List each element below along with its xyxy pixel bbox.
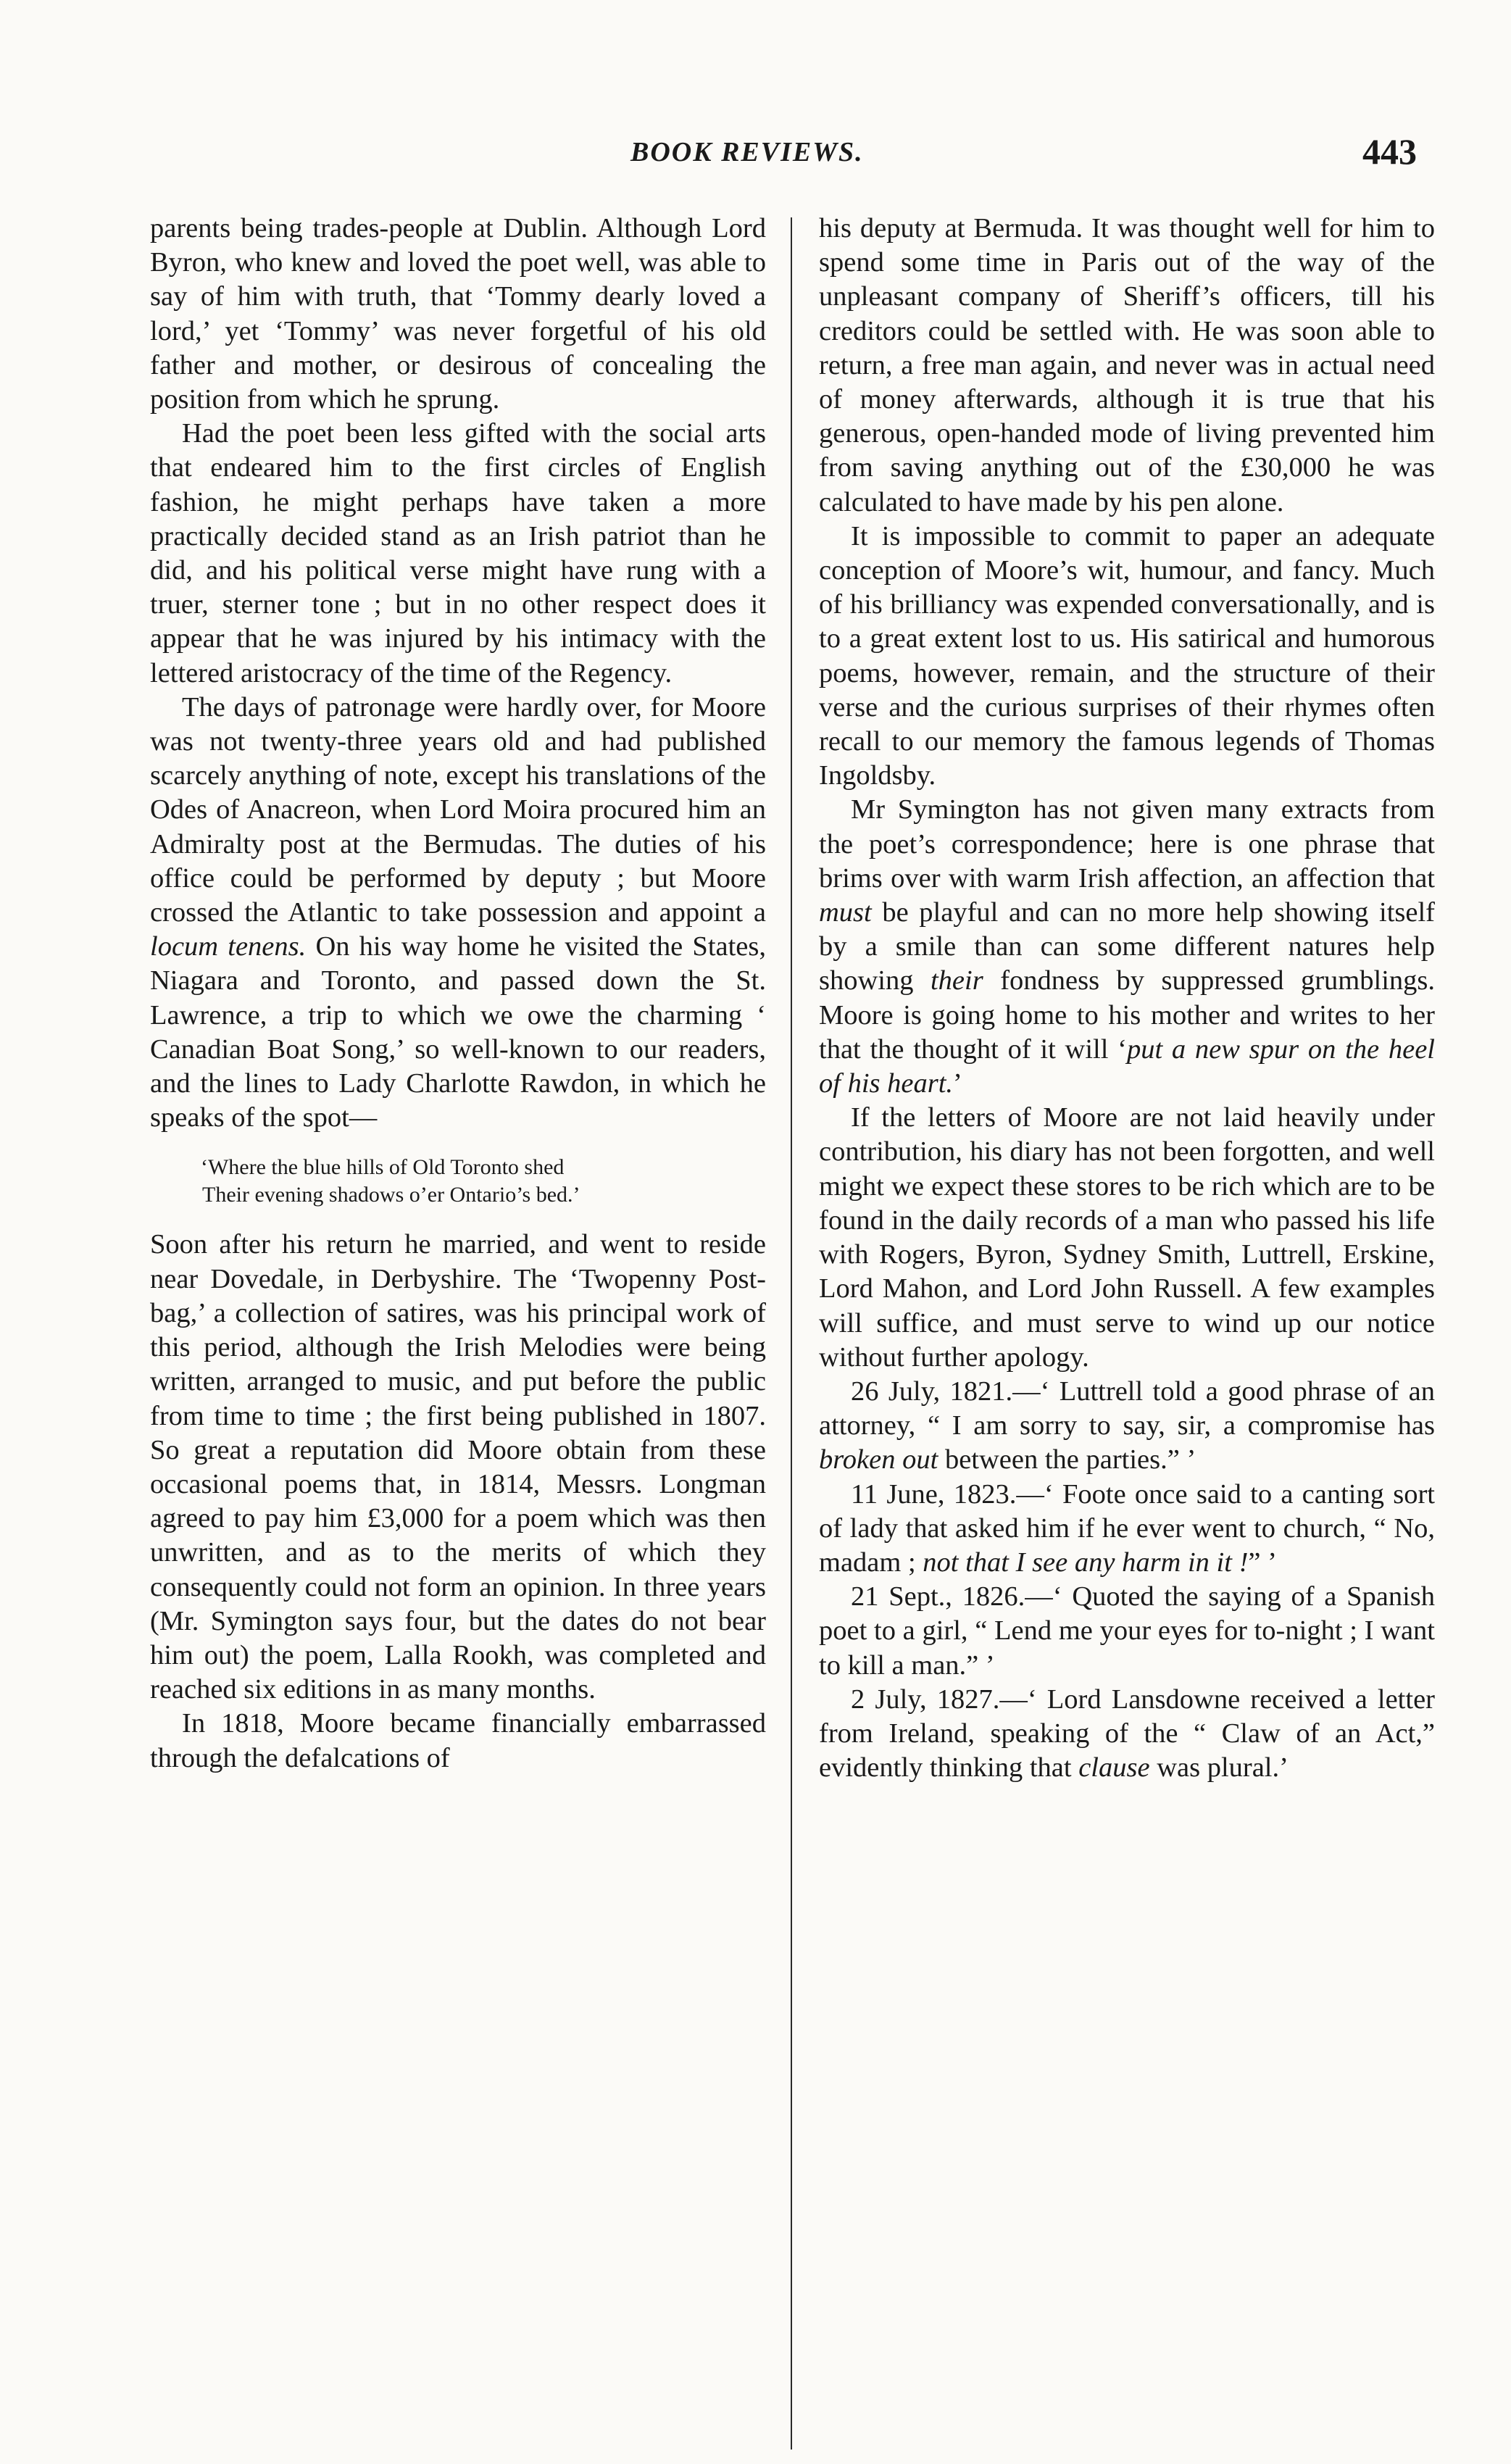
italic-text: not that I see any harm in it !	[923, 1547, 1249, 1578]
text-run: 26 July, 1821.—‘ Luttrell told a good phrase of an attorney, “ I am sorry to say, sir, a compromise has	[819, 1375, 1435, 1441]
text-run: On his way home he visited the States, Niagara and Toronto, and passed down the St. Lawrence, a trip to which we owe the charming ‘ Canadian Boat Song,’ so well-known to our readers, and the lines to Lady Charlotte Rawdon, in which he speaks of the spot—	[150, 931, 767, 1133]
text-run: The days of patronage were hardly over, for Moore was not twenty-three years old and had published scarcely anything of note, except his translations of the Odes of Anacreon, when Lord Moira procured him an Admiralty post at the Bermudas. The duties of his office could be performed by deputy ; but Moore crossed the Atlantic to take possession and appoint a	[150, 691, 766, 928]
poem-line: Their evening shadows o’er Ontario’s bed.’	[202, 1183, 580, 1207]
paragraph: In 1818, Moore became financially embarrassed through the defalcations of	[150, 1708, 766, 1773]
text-run: be playful and can no more help showing itself by a smile than can some different natures help showing	[819, 897, 1435, 996]
poem-quote	[201, 1154, 766, 1209]
text-run: was plural.’	[1149, 1752, 1289, 1784]
poem-line: ‘Where the blue hills of Old Toronto shed	[201, 1155, 565, 1180]
page-number: 443	[1362, 131, 1417, 172]
diary-entry	[819, 1375, 1435, 1478]
paragraph: If the letters of Moore are not laid heavily under contribution, his diary has not been forgotten, and well might we expect these stores to be rich which are to be found in the daily records of a man who passed his life with Rogers, Byron, Sydney Smith, Luttrell, Erskine, Lord Mahon, and Lord John Russell. A few examples will suffice, and must serve to wind up our notice without further apology.	[819, 1102, 1435, 1373]
italic-text: locum tenens.	[150, 931, 307, 962]
left-column	[150, 212, 766, 1776]
italic-text: their	[930, 965, 983, 996]
text-run: 11 June, 1823.—‘ Foote once said to a canting sort of lady that asked him if he ever went to church, “ No, madam ;	[819, 1478, 1435, 1578]
paragraph: his deputy at Bermuda. It was thought well for him to spend some time in Paris out of the way of the unpleasant company of Sheriff’s officers, till his creditors could be settled with. He was soon able to return, a free man again, and never was in actual need of money afterwards, although it is true that his generous, open-handed mode of living prevented him from saving anything out of the £30,000 he was calculated to have made by his pen alone.	[819, 213, 1435, 517]
diary-entry: 21 Sept., 1826.—‘ Quoted the saying of a Spanish poet to a girl, “ Lend me your eyes for to-night ; I want to kill a man.” ’	[819, 1581, 1435, 1681]
paragraph	[819, 793, 1435, 1101]
paragraph: parents being trades-people at Dublin. Although Lord Byron, who knew and loved the poet well, was able to say of him with truth, that ‘Tommy dearly loved a lord,’ yet ‘Tommy’ was never forgetful of his old father and mother, or desirous of concealing the position from which he sprung.	[150, 213, 766, 415]
text-run: 2 July, 1827.—‘ Lord Lansdowne received a letter from Ireland, speaking of the “ Claw of an Act,” evidently thinking that	[819, 1683, 1435, 1784]
text-run: fondness by suppressed grumblings. Moore is going home to his mother and writes to her that the thought of it will ‘	[819, 965, 1436, 1065]
text-run: between the parties.” ’	[938, 1444, 1196, 1476]
diary-entry	[819, 1478, 1435, 1581]
italic-text: clause	[1078, 1752, 1150, 1784]
column-divider	[791, 217, 792, 2450]
paragraph: It is impossible to commit to paper an adequate conception of Moore’s wit, humour, and fancy. Much of his brilliancy was expended conversationally, and is to a great extent lost to us. His satirical and humorous poems, however, remain, and the structure of their verse and the curious surprises of their rhymes often recall to our memory the famous legends of Thomas Ingoldsby.	[819, 520, 1435, 791]
text-run: Mr Symington has not given many extracts from the poet’s correspondence; here is one phrase that brims over with warm Irish affection, an affection that	[819, 794, 1435, 894]
text-run: ’	[953, 1068, 962, 1099]
italic-text: broken out	[819, 1444, 938, 1476]
page-header	[0, 123, 1511, 188]
diary-entry	[819, 1683, 1435, 1786]
text-run: ” ’	[1248, 1547, 1277, 1578]
running-title: BOOK REVIEWS.	[630, 137, 864, 167]
italic-text: must	[819, 897, 872, 928]
italic-text: put a new spur on the heel of his heart.	[819, 1033, 1435, 1099]
right-column	[819, 212, 1435, 1785]
paragraph	[150, 691, 766, 1136]
paragraph: Had the poet been less gifted with the social arts that endeared him to the first circles of English fashion, he might perhaps have taken a more practically decided stand as an Irish patriot than he did, and his political verse might have rung with a truer, sterner tone ; but in no other respect does it appear that he was injured by his intimacy with the lettered aristocracy of the time of the Regency.	[150, 418, 766, 688]
paragraph: Soon after his return he married, and went to reside near Dovedale, in Derbyshire. The ‘Twopenny Post-bag,’ a collection of satires, was his principal work of this period, although the Irish Melodies were being written, arranged to music, and put before the public from time to time ; the first being published in 1807. So great a reputation did Moore obtain from these occasional poems that, in 1814, Messrs. Longman agreed to pay him £3,000 for a poem which was then unwritten, and as to the merits of which they consequently could not form an opinion. In three years (Mr. Symington says four, but the dates do not bear him out) the poem, Lalla Rookh, was completed and reached six editions in as many months.	[150, 1229, 766, 1705]
